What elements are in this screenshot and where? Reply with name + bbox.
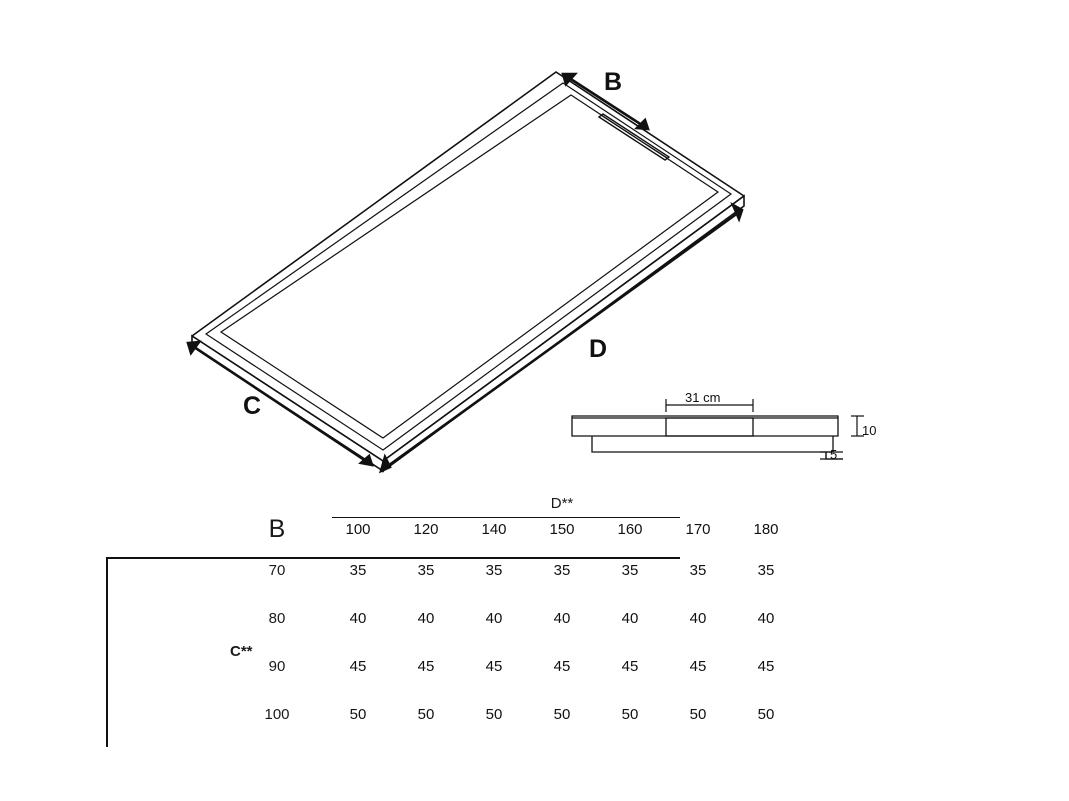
corner-label: B (268, 514, 286, 543)
col-axis-label: D** (550, 495, 574, 512)
section-profile (572, 416, 843, 459)
table-cell: 50 (417, 705, 435, 723)
section-lip-label: 5 (830, 447, 838, 462)
table-row (230, 546, 800, 594)
row-axis-label: C** (230, 643, 253, 660)
table-cell: 45 (485, 657, 503, 675)
table-header-row (230, 512, 800, 546)
col-header: 120 (413, 520, 439, 538)
table-row (230, 594, 800, 642)
col-header: 180 (753, 520, 779, 538)
table-row (230, 690, 800, 738)
table-cell: 50 (621, 705, 639, 723)
row-header: 100 (264, 705, 290, 723)
row-header: 90 (268, 657, 286, 675)
table-cell: 50 (485, 705, 503, 723)
table-cell: 35 (485, 561, 503, 579)
label-d: D (589, 335, 608, 363)
label-c: C (243, 392, 262, 420)
table-cell: 40 (417, 609, 435, 627)
row-header: 70 (268, 561, 286, 579)
table-cell: 50 (553, 705, 571, 723)
table-axis-rule (106, 557, 108, 747)
table-cell: 35 (689, 561, 707, 579)
size-matrix (230, 495, 830, 755)
table-cell: 35 (349, 561, 367, 579)
table-cell: 40 (349, 609, 367, 627)
section-width-label: 31 cm (685, 390, 721, 405)
table-cell: 35 (553, 561, 571, 579)
section-height-label: 10 (862, 423, 877, 438)
table-cell: 45 (689, 657, 707, 675)
table-cell: 35 (621, 561, 639, 579)
spacer-cell (230, 495, 324, 512)
table-cell: 50 (757, 705, 775, 723)
col-header: 100 (345, 520, 371, 538)
col-header: 150 (549, 520, 575, 538)
table-cell: 45 (417, 657, 435, 675)
col-header: 170 (685, 520, 711, 538)
table-cell: 50 (689, 705, 707, 723)
size-table (230, 495, 800, 738)
table-cell: 40 (553, 609, 571, 627)
table-axis-header-row (230, 495, 800, 512)
table-row (230, 642, 800, 690)
col-header: 140 (481, 520, 507, 538)
table-cell: 45 (349, 657, 367, 675)
table-cell: 40 (689, 609, 707, 627)
row-header: 80 (268, 609, 286, 627)
table-cell: 45 (553, 657, 571, 675)
table-cell: 50 (349, 705, 367, 723)
label-b: B (604, 68, 623, 96)
col-header: 160 (617, 520, 643, 538)
table-cell: 40 (485, 609, 503, 627)
table-cell: 35 (757, 561, 775, 579)
table-cell: 45 (757, 657, 775, 675)
table-cell: 35 (417, 561, 435, 579)
table-cell: 40 (621, 609, 639, 627)
table-cell: 40 (757, 609, 775, 627)
table-cell: 45 (621, 657, 639, 675)
